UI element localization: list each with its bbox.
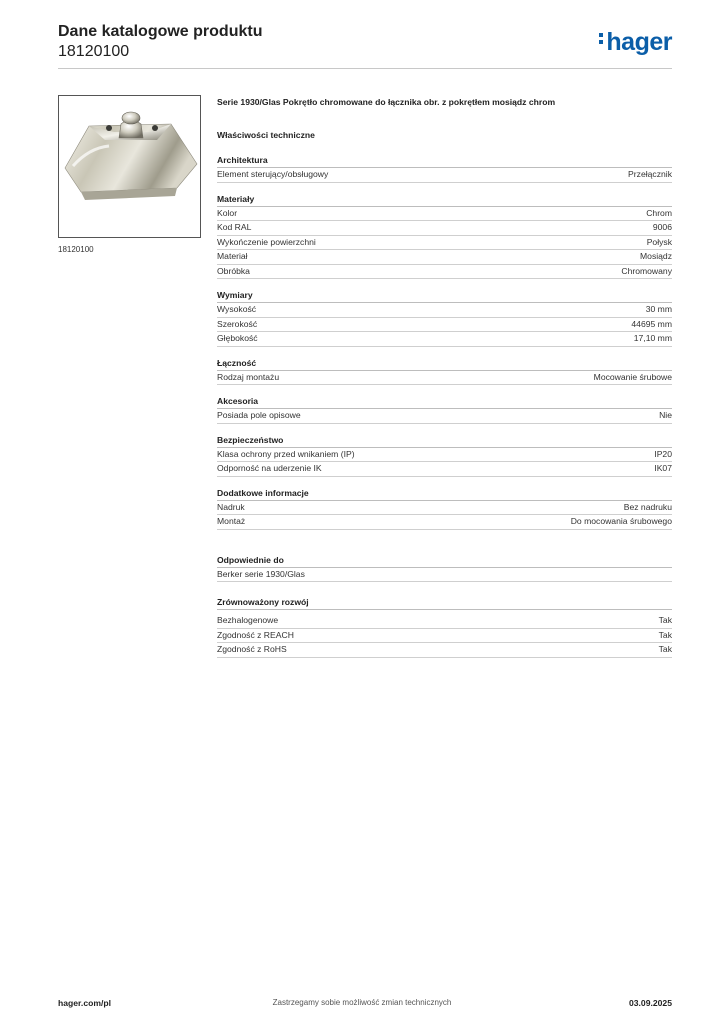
property-label: Posiada pole opisowe <box>217 410 301 420</box>
product-datasheet <box>217 96 672 668</box>
logo-dots-icon <box>599 33 604 47</box>
property-value: Do mocowania śrubowego <box>570 516 672 526</box>
property-row <box>217 332 672 347</box>
suitable-title: Odpowiednie do <box>217 554 672 568</box>
property-row <box>217 221 672 236</box>
property-row <box>217 207 672 222</box>
sustainability-row <box>217 643 672 658</box>
group-title: Wymiary <box>217 289 672 303</box>
property-label: Montaż <box>217 516 246 526</box>
property-group <box>217 395 672 424</box>
property-label: Kolor <box>217 207 238 218</box>
sustainability-row <box>217 614 672 629</box>
property-group <box>217 357 672 386</box>
property-row <box>217 265 672 280</box>
photo-caption: 18120100 <box>58 245 94 254</box>
property-label: Materiał <box>217 251 248 261</box>
property-value: IP20 <box>654 448 672 459</box>
property-value: Mosiądz <box>640 251 672 261</box>
property-value: Nie <box>659 410 672 420</box>
property-label: Odporność na uderzenie IK <box>217 463 322 473</box>
property-groups <box>217 154 672 530</box>
document-header <box>58 22 262 62</box>
footer-disclaimer: Zastrzegamy sobie możliwość zmian technicznych <box>272 998 452 1007</box>
property-value: Mocowanie śrubowe <box>593 371 672 382</box>
property-row <box>217 318 672 333</box>
product-photo <box>58 95 201 238</box>
property-value: 9006 <box>652 222 672 232</box>
property-label: Szerokość <box>217 318 258 329</box>
suitable-group <box>217 554 672 583</box>
footer-date: 03.09.2025 <box>628 998 672 1008</box>
property-value: IK07 <box>654 463 672 473</box>
sustainability-label: Zgodność z REACH <box>217 629 294 640</box>
property-row <box>217 236 672 251</box>
property-row <box>217 250 672 265</box>
properties-title: Właściwości techniczne <box>217 130 315 140</box>
sustainability-label: Zgodność z RoHS <box>217 644 287 654</box>
sustainability-label: Bezhalogenowe <box>217 615 279 625</box>
property-value: Bez nadruku <box>623 501 672 512</box>
property-row <box>217 168 672 183</box>
property-value: Chromowany <box>621 265 672 276</box>
property-label: Klasa ochrony przed wnikaniem (IP) <box>217 448 355 459</box>
sustainability-value: Tak <box>658 644 672 654</box>
property-value: 44695 mm <box>631 318 672 329</box>
suitable-label: Berker serie 1930/Glas <box>217 568 305 579</box>
product-description: Serie 1930/Glas Pokrętło chromowane do łącznika obr. z pokrętłem mosiądz chrom <box>217 97 556 107</box>
property-value: 30 mm <box>645 304 672 314</box>
group-title: Architektura <box>217 154 672 168</box>
sustainability-group <box>217 596 672 658</box>
property-group <box>217 487 672 530</box>
property-label: Kod RAL <box>217 222 252 232</box>
chrome-knob-photo-icon <box>59 96 200 237</box>
property-label: Wysokość <box>217 304 257 314</box>
property-group <box>217 154 672 183</box>
property-group <box>217 193 672 280</box>
property-row <box>217 303 672 318</box>
property-row <box>217 515 672 530</box>
property-value: Chrom <box>646 207 672 218</box>
group-title: Łączność <box>217 357 672 371</box>
property-label: Wykończenie powierzchni <box>217 236 316 247</box>
property-label: Element sterujący/obsługowy <box>217 169 329 179</box>
footer-website: hager.com/pl <box>58 998 112 1008</box>
group-title: Bezpieczeństwo <box>217 434 672 448</box>
sustainability-title: Zrównoważony rozwój <box>217 596 672 610</box>
sustainability-row <box>217 629 672 644</box>
suitable-row <box>217 568 672 583</box>
property-label: Obróbka <box>217 265 250 276</box>
header-divider <box>58 68 672 69</box>
group-title: Akcesoria <box>217 395 672 409</box>
sustainability-value: Tak <box>658 615 672 625</box>
group-title: Dodatkowe informacje <box>217 487 672 501</box>
property-value: 17,10 mm <box>633 333 672 343</box>
property-value: Przełącznik <box>628 169 672 179</box>
group-title: Materiały <box>217 193 672 207</box>
property-row <box>217 371 672 386</box>
property-group <box>217 434 672 477</box>
property-label: Nadruk <box>217 501 245 512</box>
hager-logo <box>599 28 672 57</box>
property-row <box>217 409 672 424</box>
document-title: Dane katalogowe produktu <box>58 23 263 40</box>
property-label: Głębokość <box>217 333 258 343</box>
property-label: Rodzaj montażu <box>217 371 280 382</box>
logo-text: hager <box>606 28 672 56</box>
property-row <box>217 501 672 516</box>
property-row <box>217 462 672 477</box>
property-row <box>217 448 672 463</box>
sustainability-value: Tak <box>658 629 672 640</box>
property-value: Połysk <box>646 236 672 247</box>
property-group <box>217 289 672 347</box>
product-code: 18120100 <box>58 43 130 60</box>
